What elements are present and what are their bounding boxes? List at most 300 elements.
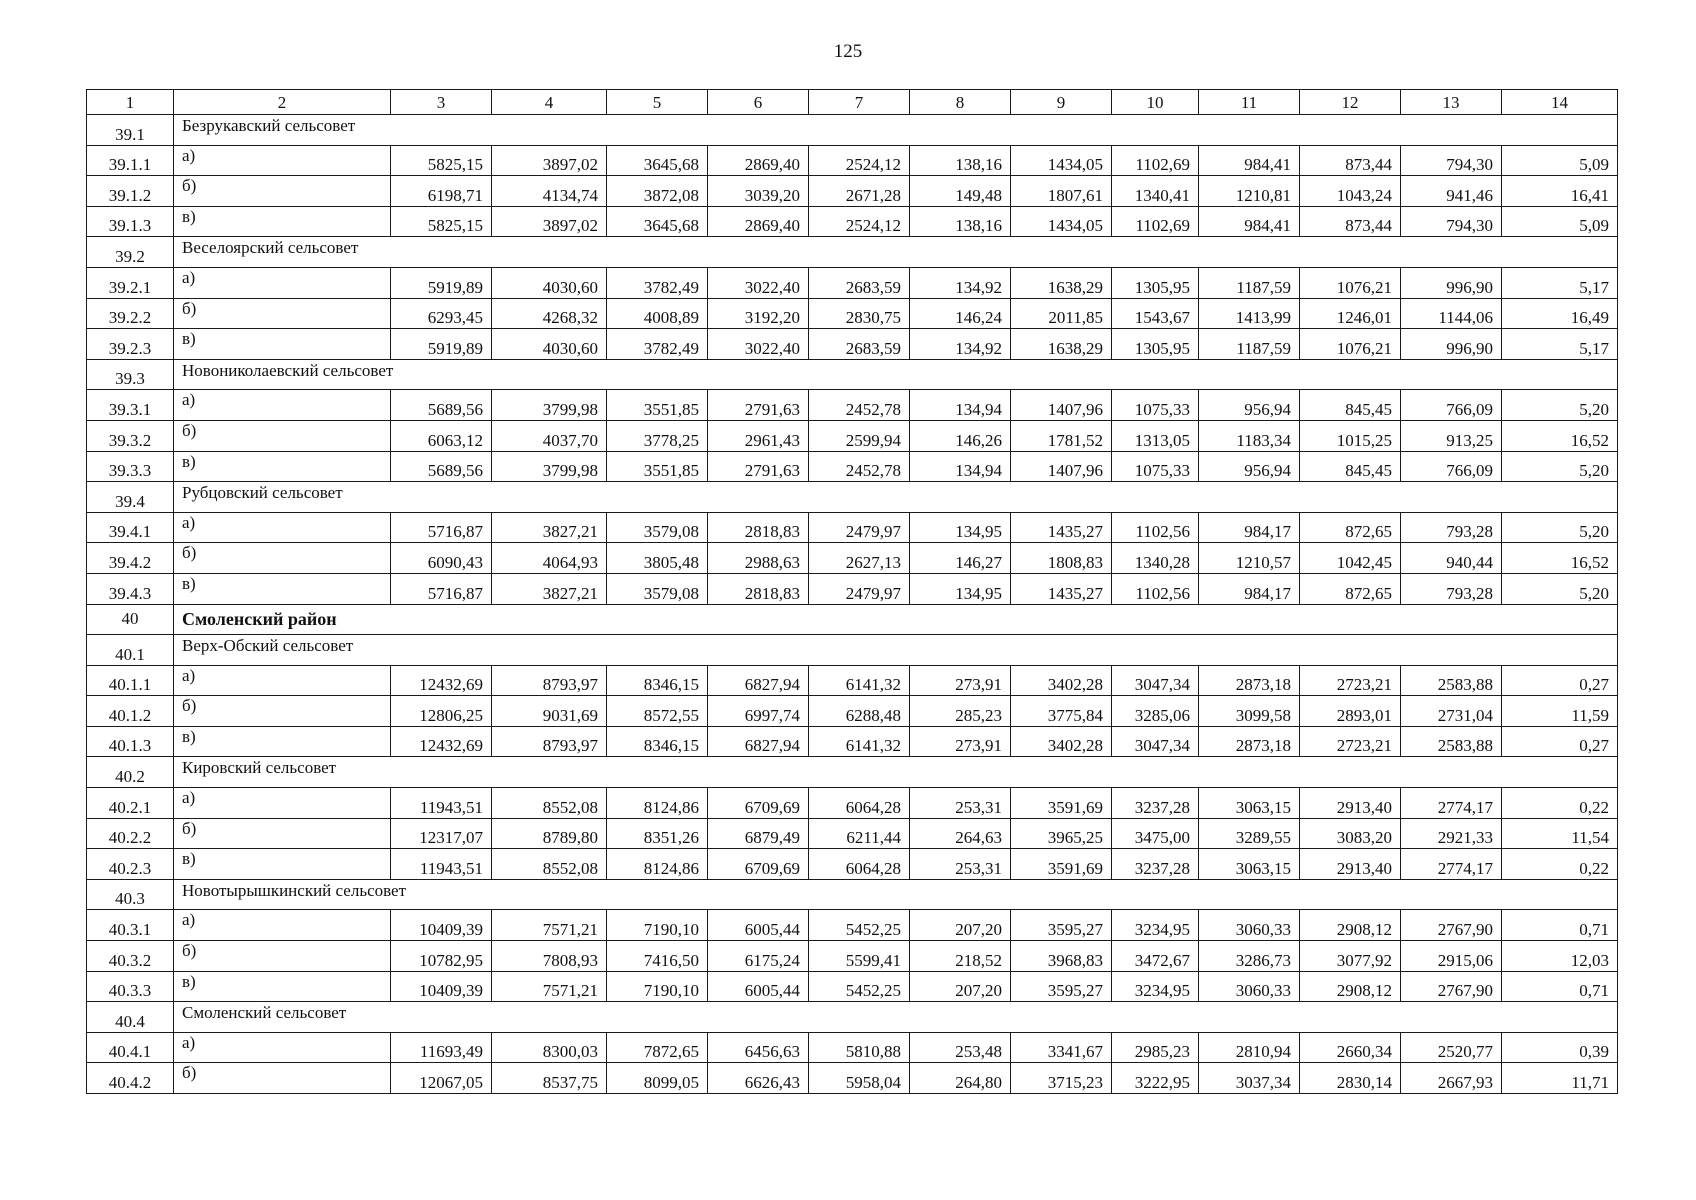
row-variant-label: в) <box>174 573 391 604</box>
cell-col-3: 5689,56 <box>391 451 492 482</box>
cell-col-3: 10782,95 <box>391 941 492 972</box>
cell-col-3: 12067,05 <box>391 1063 492 1094</box>
cell-col-9: 3775,84 <box>1011 696 1112 727</box>
cell-col-8: 134,92 <box>910 329 1011 360</box>
cell-col-11: 3063,15 <box>1199 849 1300 880</box>
cell-col-12: 2723,21 <box>1300 665 1401 696</box>
cell-col-8: 264,63 <box>910 818 1011 849</box>
row-code: 40.2.2 <box>87 818 174 849</box>
cell-col-11: 2873,18 <box>1199 665 1300 696</box>
cell-col-7: 2452,78 <box>809 451 910 482</box>
cell-col-4: 7571,21 <box>492 971 607 1002</box>
row-variant-label: а) <box>174 910 391 941</box>
cell-col-10: 3234,95 <box>1112 971 1199 1002</box>
cell-col-6: 2869,40 <box>708 145 809 176</box>
cell-col-14: 5,20 <box>1502 451 1618 482</box>
cell-col-10: 1340,41 <box>1112 176 1199 207</box>
cell-col-9: 3968,83 <box>1011 941 1112 972</box>
cell-col-14: 5,20 <box>1502 512 1618 543</box>
row-code: 40.3.1 <box>87 910 174 941</box>
cell-col-10: 3475,00 <box>1112 818 1199 849</box>
table-row <box>87 818 1618 849</box>
cell-col-6: 6005,44 <box>708 971 809 1002</box>
cell-col-13: 766,09 <box>1401 390 1502 421</box>
cell-col-5: 3579,08 <box>607 512 708 543</box>
cell-col-8: 253,31 <box>910 849 1011 880</box>
cell-col-5: 7190,10 <box>607 971 708 1002</box>
table-row <box>87 329 1618 360</box>
cell-col-4: 8793,97 <box>492 665 607 696</box>
row-code: 40.2.3 <box>87 849 174 880</box>
cell-col-14: 16,49 <box>1502 298 1618 329</box>
cell-col-7: 2830,75 <box>809 298 910 329</box>
row-code: 40.3 <box>87 879 174 910</box>
cell-col-11: 3060,33 <box>1199 910 1300 941</box>
cell-col-8: 149,48 <box>910 176 1011 207</box>
cell-col-3: 6293,45 <box>391 298 492 329</box>
cell-col-10: 1313,05 <box>1112 420 1199 451</box>
row-variant-label: а) <box>174 145 391 176</box>
cell-col-4: 8793,97 <box>492 726 607 757</box>
cell-col-5: 3778,25 <box>607 420 708 451</box>
cell-col-12: 1015,25 <box>1300 420 1401 451</box>
cell-col-14: 16,52 <box>1502 543 1618 574</box>
row-code: 39.4.1 <box>87 512 174 543</box>
cell-col-11: 956,94 <box>1199 390 1300 421</box>
row-variant-label: б) <box>174 941 391 972</box>
cell-col-5: 3805,48 <box>607 543 708 574</box>
row-code: 40.4 <box>87 1002 174 1033</box>
row-variant-label: а) <box>174 267 391 298</box>
row-code: 39.3.2 <box>87 420 174 451</box>
cell-col-14: 5,20 <box>1502 573 1618 604</box>
cell-col-8: 264,80 <box>910 1063 1011 1094</box>
cell-col-11: 3037,34 <box>1199 1063 1300 1094</box>
row-code: 39.2 <box>87 237 174 268</box>
cell-col-7: 5452,25 <box>809 910 910 941</box>
cell-col-3: 11943,51 <box>391 849 492 880</box>
cell-col-8: 134,94 <box>910 451 1011 482</box>
cell-col-11: 3286,73 <box>1199 941 1300 972</box>
cell-col-10: 1305,95 <box>1112 329 1199 360</box>
cell-col-13: 2774,17 <box>1401 849 1502 880</box>
cell-col-4: 8552,08 <box>492 849 607 880</box>
cell-col-13: 2667,93 <box>1401 1063 1502 1094</box>
row-variant-label: а) <box>174 390 391 421</box>
cell-col-10: 1102,56 <box>1112 573 1199 604</box>
cell-col-7: 2671,28 <box>809 176 910 207</box>
cell-col-7: 2524,12 <box>809 145 910 176</box>
row-code: 40.1 <box>87 635 174 666</box>
cell-col-10: 3237,28 <box>1112 788 1199 819</box>
cell-col-14: 5,09 <box>1502 206 1618 237</box>
row-code: 40.1.1 <box>87 665 174 696</box>
cell-col-5: 4008,89 <box>607 298 708 329</box>
table-row <box>87 512 1618 543</box>
cell-col-9: 3715,23 <box>1011 1063 1112 1094</box>
cell-col-5: 8124,86 <box>607 849 708 880</box>
cell-col-3: 12432,69 <box>391 665 492 696</box>
cell-col-7: 2627,13 <box>809 543 910 574</box>
row-code: 39.1 <box>87 115 174 146</box>
cell-col-14: 5,17 <box>1502 267 1618 298</box>
cell-col-7: 6064,28 <box>809 788 910 819</box>
cell-col-9: 1407,96 <box>1011 390 1112 421</box>
cell-col-13: 793,28 <box>1401 512 1502 543</box>
cell-col-4: 4134,74 <box>492 176 607 207</box>
section-row <box>87 237 1618 268</box>
cell-col-3: 5919,89 <box>391 267 492 298</box>
section-row <box>87 635 1618 666</box>
cell-col-3: 12432,69 <box>391 726 492 757</box>
row-variant-label: б) <box>174 176 391 207</box>
cell-col-5: 8346,15 <box>607 665 708 696</box>
cell-col-8: 253,31 <box>910 788 1011 819</box>
cell-col-11: 2810,94 <box>1199 1032 1300 1063</box>
cell-col-5: 3551,85 <box>607 390 708 421</box>
row-variant-label: а) <box>174 788 391 819</box>
section-row <box>87 359 1618 390</box>
row-code: 40.2.1 <box>87 788 174 819</box>
cell-col-14: 0,27 <box>1502 665 1618 696</box>
cell-col-6: 3022,40 <box>708 329 809 360</box>
row-code: 39.1.2 <box>87 176 174 207</box>
cell-col-5: 3645,68 <box>607 145 708 176</box>
cell-col-5: 3782,49 <box>607 329 708 360</box>
cell-col-9: 1435,27 <box>1011 573 1112 604</box>
row-variant-label: а) <box>174 512 391 543</box>
cell-col-10: 1075,33 <box>1112 390 1199 421</box>
cell-col-7: 6064,28 <box>809 849 910 880</box>
cell-col-13: 941,46 <box>1401 176 1502 207</box>
cell-col-13: 940,44 <box>1401 543 1502 574</box>
cell-col-11: 3099,58 <box>1199 696 1300 727</box>
column-header-5: 5 <box>607 90 708 115</box>
cell-col-11: 1210,57 <box>1199 543 1300 574</box>
cell-col-9: 3591,69 <box>1011 788 1112 819</box>
row-variant-label: б) <box>174 818 391 849</box>
cell-col-11: 3063,15 <box>1199 788 1300 819</box>
cell-col-6: 6827,94 <box>708 726 809 757</box>
cell-col-6: 6175,24 <box>708 941 809 972</box>
cell-col-12: 2908,12 <box>1300 971 1401 1002</box>
cell-col-3: 12806,25 <box>391 696 492 727</box>
cell-col-3: 5919,89 <box>391 329 492 360</box>
cell-col-11: 1210,81 <box>1199 176 1300 207</box>
cell-col-11: 956,94 <box>1199 451 1300 482</box>
cell-col-6: 6626,43 <box>708 1063 809 1094</box>
cell-col-12: 1246,01 <box>1300 298 1401 329</box>
cell-col-11: 1187,59 <box>1199 329 1300 360</box>
row-variant-label: в) <box>174 329 391 360</box>
row-code: 40 <box>87 604 174 635</box>
cell-col-12: 2830,14 <box>1300 1063 1401 1094</box>
cell-col-7: 5958,04 <box>809 1063 910 1094</box>
cell-col-7: 6211,44 <box>809 818 910 849</box>
table-row <box>87 145 1618 176</box>
cell-col-7: 5599,41 <box>809 941 910 972</box>
column-header-6: 6 <box>708 90 809 115</box>
cell-col-10: 1102,69 <box>1112 145 1199 176</box>
cell-col-10: 3047,34 <box>1112 665 1199 696</box>
cell-col-4: 7571,21 <box>492 910 607 941</box>
cell-col-9: 1434,05 <box>1011 206 1112 237</box>
row-code: 39.2.3 <box>87 329 174 360</box>
row-variant-label: в) <box>174 206 391 237</box>
cell-col-4: 3897,02 <box>492 145 607 176</box>
table-row <box>87 665 1618 696</box>
cell-col-10: 3047,34 <box>1112 726 1199 757</box>
cell-col-4: 4064,93 <box>492 543 607 574</box>
cell-col-13: 766,09 <box>1401 451 1502 482</box>
cell-col-6: 2961,43 <box>708 420 809 451</box>
cell-col-12: 873,44 <box>1300 145 1401 176</box>
cell-col-8: 273,91 <box>910 726 1011 757</box>
cell-col-8: 134,94 <box>910 390 1011 421</box>
cell-col-5: 8124,86 <box>607 788 708 819</box>
cell-col-5: 7872,65 <box>607 1032 708 1063</box>
cell-col-6: 6709,69 <box>708 849 809 880</box>
cell-col-4: 4268,32 <box>492 298 607 329</box>
cell-col-14: 0,22 <box>1502 849 1618 880</box>
cell-col-7: 2479,97 <box>809 573 910 604</box>
row-variant-label: в) <box>174 451 391 482</box>
cell-col-12: 845,45 <box>1300 390 1401 421</box>
cell-col-10: 3234,95 <box>1112 910 1199 941</box>
cell-col-5: 3551,85 <box>607 451 708 482</box>
cell-col-8: 138,16 <box>910 206 1011 237</box>
cell-col-14: 11,71 <box>1502 1063 1618 1094</box>
row-variant-label: в) <box>174 971 391 1002</box>
cell-col-12: 2913,40 <box>1300 849 1401 880</box>
cell-col-12: 2913,40 <box>1300 788 1401 819</box>
cell-col-4: 8552,08 <box>492 788 607 819</box>
cell-col-7: 6288,48 <box>809 696 910 727</box>
cell-col-4: 8537,75 <box>492 1063 607 1094</box>
cell-col-10: 1305,95 <box>1112 267 1199 298</box>
cell-col-11: 1183,34 <box>1199 420 1300 451</box>
cell-col-3: 10409,39 <box>391 971 492 1002</box>
cell-col-5: 8572,55 <box>607 696 708 727</box>
cell-col-6: 2818,83 <box>708 573 809 604</box>
column-header-13: 13 <box>1401 90 1502 115</box>
table-row <box>87 267 1618 298</box>
cell-col-11: 1413,99 <box>1199 298 1300 329</box>
cell-col-5: 8099,05 <box>607 1063 708 1094</box>
cell-col-13: 794,30 <box>1401 145 1502 176</box>
cell-col-4: 8300,03 <box>492 1032 607 1063</box>
section-name: Кировский сельсовет <box>174 757 1618 788</box>
cell-col-7: 5452,25 <box>809 971 910 1002</box>
cell-col-7: 2599,94 <box>809 420 910 451</box>
cell-col-9: 1435,27 <box>1011 512 1112 543</box>
cell-col-4: 8789,80 <box>492 818 607 849</box>
cell-col-14: 5,20 <box>1502 390 1618 421</box>
cell-col-9: 1781,52 <box>1011 420 1112 451</box>
column-header-9: 9 <box>1011 90 1112 115</box>
cell-col-4: 4037,70 <box>492 420 607 451</box>
cell-col-5: 3645,68 <box>607 206 708 237</box>
column-header-2: 2 <box>174 90 391 115</box>
cell-col-4: 3799,98 <box>492 451 607 482</box>
cell-col-14: 11,54 <box>1502 818 1618 849</box>
cell-col-9: 1407,96 <box>1011 451 1112 482</box>
cell-col-8: 134,95 <box>910 573 1011 604</box>
row-code: 39.3 <box>87 359 174 390</box>
row-code: 39.4 <box>87 482 174 513</box>
column-header-7: 7 <box>809 90 910 115</box>
column-header-row <box>87 90 1618 115</box>
cell-col-6: 6827,94 <box>708 665 809 696</box>
section-name: Новониколаевский сельсовет <box>174 359 1618 390</box>
cell-col-14: 11,59 <box>1502 696 1618 727</box>
cell-col-11: 2873,18 <box>1199 726 1300 757</box>
cell-col-10: 1102,56 <box>1112 512 1199 543</box>
cell-col-14: 16,41 <box>1502 176 1618 207</box>
row-variant-label: б) <box>174 1063 391 1094</box>
district-row <box>87 604 1618 635</box>
table-row <box>87 941 1618 972</box>
cell-col-12: 873,44 <box>1300 206 1401 237</box>
column-header-3: 3 <box>391 90 492 115</box>
cell-col-8: 146,27 <box>910 543 1011 574</box>
cell-col-14: 12,03 <box>1502 941 1618 972</box>
row-code: 39.3.1 <box>87 390 174 421</box>
cell-col-13: 2915,06 <box>1401 941 1502 972</box>
cell-col-13: 794,30 <box>1401 206 1502 237</box>
table-row <box>87 910 1618 941</box>
page-number: 125 <box>833 41 863 62</box>
cell-col-7: 2452,78 <box>809 390 910 421</box>
cell-col-9: 3402,28 <box>1011 726 1112 757</box>
section-name: Безрукавский сельсовет <box>174 115 1618 146</box>
cell-col-5: 3579,08 <box>607 573 708 604</box>
table-row <box>87 1063 1618 1094</box>
section-name: Рубцовский сельсовет <box>174 482 1618 513</box>
cell-col-14: 0,71 <box>1502 910 1618 941</box>
cell-col-7: 5810,88 <box>809 1032 910 1063</box>
cell-col-14: 5,09 <box>1502 145 1618 176</box>
cell-col-12: 3077,92 <box>1300 941 1401 972</box>
cell-col-5: 3782,49 <box>607 267 708 298</box>
table-row <box>87 451 1618 482</box>
column-header-4: 4 <box>492 90 607 115</box>
cell-col-13: 2583,88 <box>1401 665 1502 696</box>
cell-col-3: 11693,49 <box>391 1032 492 1063</box>
row-variant-label: б) <box>174 298 391 329</box>
table-row <box>87 726 1618 757</box>
cell-col-9: 3595,27 <box>1011 910 1112 941</box>
cell-col-8: 146,24 <box>910 298 1011 329</box>
cell-col-6: 2988,63 <box>708 543 809 574</box>
cell-col-8: 138,16 <box>910 145 1011 176</box>
cell-col-14: 0,22 <box>1502 788 1618 819</box>
cell-col-12: 845,45 <box>1300 451 1401 482</box>
cell-col-12: 1043,24 <box>1300 176 1401 207</box>
cell-col-9: 1808,83 <box>1011 543 1112 574</box>
cell-col-8: 253,48 <box>910 1032 1011 1063</box>
cell-col-8: 285,23 <box>910 696 1011 727</box>
cell-col-3: 5825,15 <box>391 206 492 237</box>
cell-col-6: 3192,20 <box>708 298 809 329</box>
row-code: 39.1.3 <box>87 206 174 237</box>
cell-col-7: 6141,32 <box>809 726 910 757</box>
column-header-11: 11 <box>1199 90 1300 115</box>
cell-col-8: 218,52 <box>910 941 1011 972</box>
row-variant-label: а) <box>174 1032 391 1063</box>
table-row <box>87 696 1618 727</box>
row-variant-label: а) <box>174 665 391 696</box>
cell-col-6: 6879,49 <box>708 818 809 849</box>
cell-col-10: 1543,67 <box>1112 298 1199 329</box>
cell-col-3: 5716,87 <box>391 573 492 604</box>
cell-col-3: 5825,15 <box>391 145 492 176</box>
cell-col-13: 913,25 <box>1401 420 1502 451</box>
cell-col-8: 146,26 <box>910 420 1011 451</box>
cell-col-5: 7190,10 <box>607 910 708 941</box>
cell-col-11: 984,41 <box>1199 206 1300 237</box>
cell-col-4: 4030,60 <box>492 329 607 360</box>
cell-col-4: 4030,60 <box>492 267 607 298</box>
table-row <box>87 573 1618 604</box>
cell-col-5: 7416,50 <box>607 941 708 972</box>
cell-col-9: 1434,05 <box>1011 145 1112 176</box>
row-variant-label: в) <box>174 849 391 880</box>
cell-col-12: 1076,21 <box>1300 329 1401 360</box>
row-variant-label: б) <box>174 420 391 451</box>
cell-col-11: 984,17 <box>1199 573 1300 604</box>
cell-col-10: 2985,23 <box>1112 1032 1199 1063</box>
column-header-14: 14 <box>1502 90 1618 115</box>
cell-col-14: 0,39 <box>1502 1032 1618 1063</box>
cell-col-14: 0,71 <box>1502 971 1618 1002</box>
table-row <box>87 298 1618 329</box>
cell-col-5: 3872,08 <box>607 176 708 207</box>
table-row <box>87 849 1618 880</box>
section-name: Смоленский сельсовет <box>174 1002 1618 1033</box>
cell-col-10: 1340,28 <box>1112 543 1199 574</box>
section-row <box>87 1002 1618 1033</box>
cell-col-8: 207,20 <box>910 971 1011 1002</box>
cell-col-4: 7808,93 <box>492 941 607 972</box>
cell-col-10: 3222,95 <box>1112 1063 1199 1094</box>
cell-col-4: 3827,21 <box>492 573 607 604</box>
row-code: 39.2.1 <box>87 267 174 298</box>
cell-col-11: 3289,55 <box>1199 818 1300 849</box>
cell-col-6: 6997,74 <box>708 696 809 727</box>
table-row <box>87 971 1618 1002</box>
cell-col-7: 2524,12 <box>809 206 910 237</box>
row-code: 40.4.1 <box>87 1032 174 1063</box>
cell-col-3: 11943,51 <box>391 788 492 819</box>
cell-col-6: 2818,83 <box>708 512 809 543</box>
cell-col-6: 3022,40 <box>708 267 809 298</box>
cell-col-8: 134,92 <box>910 267 1011 298</box>
cell-col-7: 2683,59 <box>809 267 910 298</box>
cell-col-12: 872,65 <box>1300 512 1401 543</box>
cell-col-13: 2767,90 <box>1401 971 1502 1002</box>
row-code: 39.3.3 <box>87 451 174 482</box>
section-row <box>87 115 1618 146</box>
cell-col-13: 2767,90 <box>1401 910 1502 941</box>
cell-col-6: 2791,63 <box>708 390 809 421</box>
cell-col-13: 2520,77 <box>1401 1032 1502 1063</box>
cell-col-6: 2869,40 <box>708 206 809 237</box>
section-row <box>87 482 1618 513</box>
table-row <box>87 1032 1618 1063</box>
cell-col-10: 3472,67 <box>1112 941 1199 972</box>
cell-col-10: 3285,06 <box>1112 696 1199 727</box>
